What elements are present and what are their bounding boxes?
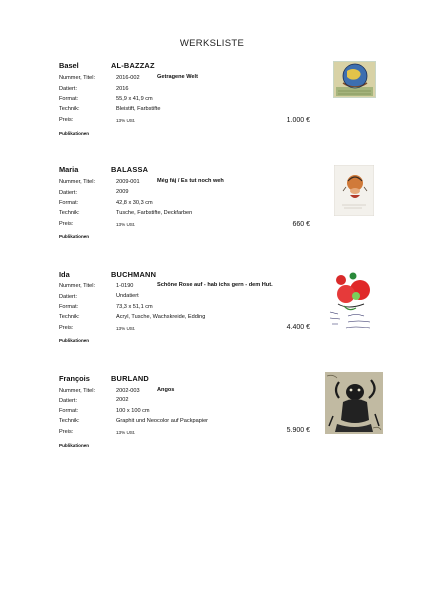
number-title-label: Nummer, Titel:	[59, 283, 96, 289]
technique-label: Technik:	[59, 314, 80, 320]
format-label: Format:	[59, 408, 79, 414]
dated-label: Datiert:	[59, 398, 78, 404]
artwork-technique: Acryl, Tusche, Wachskreide, Edding	[116, 314, 206, 320]
artwork-entry-balassa	[0, 165, 424, 265]
artwork-dated: 2002	[116, 397, 129, 403]
artwork-entry-al-bazzaz	[0, 61, 424, 161]
technique-label: Technik:	[59, 418, 80, 424]
format-label: Format:	[59, 96, 79, 102]
technique-label: Technik:	[59, 210, 80, 216]
artist-first-name: François	[59, 374, 90, 383]
artwork-dated: 2009	[116, 189, 129, 195]
artwork-format: 55,9 x 41,9 cm	[116, 96, 153, 102]
artist-first-name: Maria	[59, 165, 79, 174]
tax-note: 13% USt.	[116, 326, 136, 331]
number-title-label: Nummer, Titel:	[59, 388, 96, 394]
artwork-format: 100 x 100 cm	[116, 408, 150, 414]
dated-label: Datiert:	[59, 190, 78, 196]
page-title: WERKSLISTE	[179, 38, 245, 49]
artwork-number: 2016-002	[116, 75, 140, 81]
publications-label: Publikationen	[59, 131, 90, 136]
artwork-technique: Tusche, Farbstifte, Deckfarben	[116, 210, 193, 216]
price-label: Preis:	[59, 325, 74, 331]
number-title-label: Nummer, Titel:	[59, 75, 96, 81]
artist-last-name: BALASSA	[111, 165, 149, 174]
artwork-dated: 2016	[116, 86, 129, 92]
artist-last-name: BUCHMANN	[111, 270, 157, 279]
price-label: Preis:	[59, 221, 74, 227]
artwork-price: 5.900 €	[286, 427, 310, 434]
artist-last-name: BURLAND	[111, 374, 149, 383]
artwork-entry-burland	[0, 374, 424, 474]
artwork-rose-hat-drawing-icon	[326, 270, 381, 335]
format-label: Format:	[59, 200, 79, 206]
artwork-globe-drawing-icon	[333, 61, 376, 98]
artwork-number: 1-0190	[116, 283, 134, 289]
artist-first-name: Basel	[59, 61, 79, 70]
artwork-title: Schöne Rose auf - hab ichs gern - dem Hut.	[157, 282, 273, 288]
format-label: Format:	[59, 304, 79, 310]
artwork-number: 2002-003	[116, 388, 140, 394]
artwork-dark-figure-drawing-icon	[325, 372, 383, 434]
artwork-title: Angos	[157, 387, 175, 393]
artwork-title: Getragene Welt	[157, 74, 198, 80]
price-label: Preis:	[59, 117, 74, 123]
tax-note: 13% USt.	[116, 430, 136, 435]
artwork-number: 2009-001	[116, 179, 140, 185]
artwork-price: 4.400 €	[286, 324, 310, 331]
number-title-label: Nummer, Titel:	[59, 179, 96, 185]
price-label: Preis:	[59, 429, 74, 435]
artwork-entry-buchmann	[0, 270, 424, 370]
tax-note: 13% USt.	[116, 118, 136, 123]
artwork-format: 42,8 x 30,3 cm	[116, 200, 153, 206]
artist-last-name: AL-BAZZAZ	[111, 61, 155, 70]
artwork-format: 73,3 x 51,1 cm	[116, 304, 153, 310]
artwork-price: 1.000 €	[286, 117, 310, 124]
dated-label: Datiert:	[59, 86, 78, 92]
tax-note: 13% USt.	[116, 222, 136, 227]
publications-label: Publikationen	[59, 234, 90, 239]
artwork-title: Még fáj / Es tut noch weh	[157, 178, 224, 184]
artwork-figure-drawing-icon	[334, 165, 374, 216]
artwork-price: 660 €	[292, 221, 310, 228]
artwork-technique: Bleistift, Farbstifte	[116, 106, 161, 112]
publications-label: Publikationen	[59, 443, 90, 448]
artist-first-name: Ida	[59, 270, 70, 279]
artwork-technique: Graphit und Neocolor auf Packpapier	[116, 418, 209, 424]
publications-label: Publikationen	[59, 338, 90, 343]
technique-label: Technik:	[59, 106, 80, 112]
dated-label: Datiert:	[59, 294, 78, 300]
artwork-dated: Undatiert	[116, 293, 139, 299]
